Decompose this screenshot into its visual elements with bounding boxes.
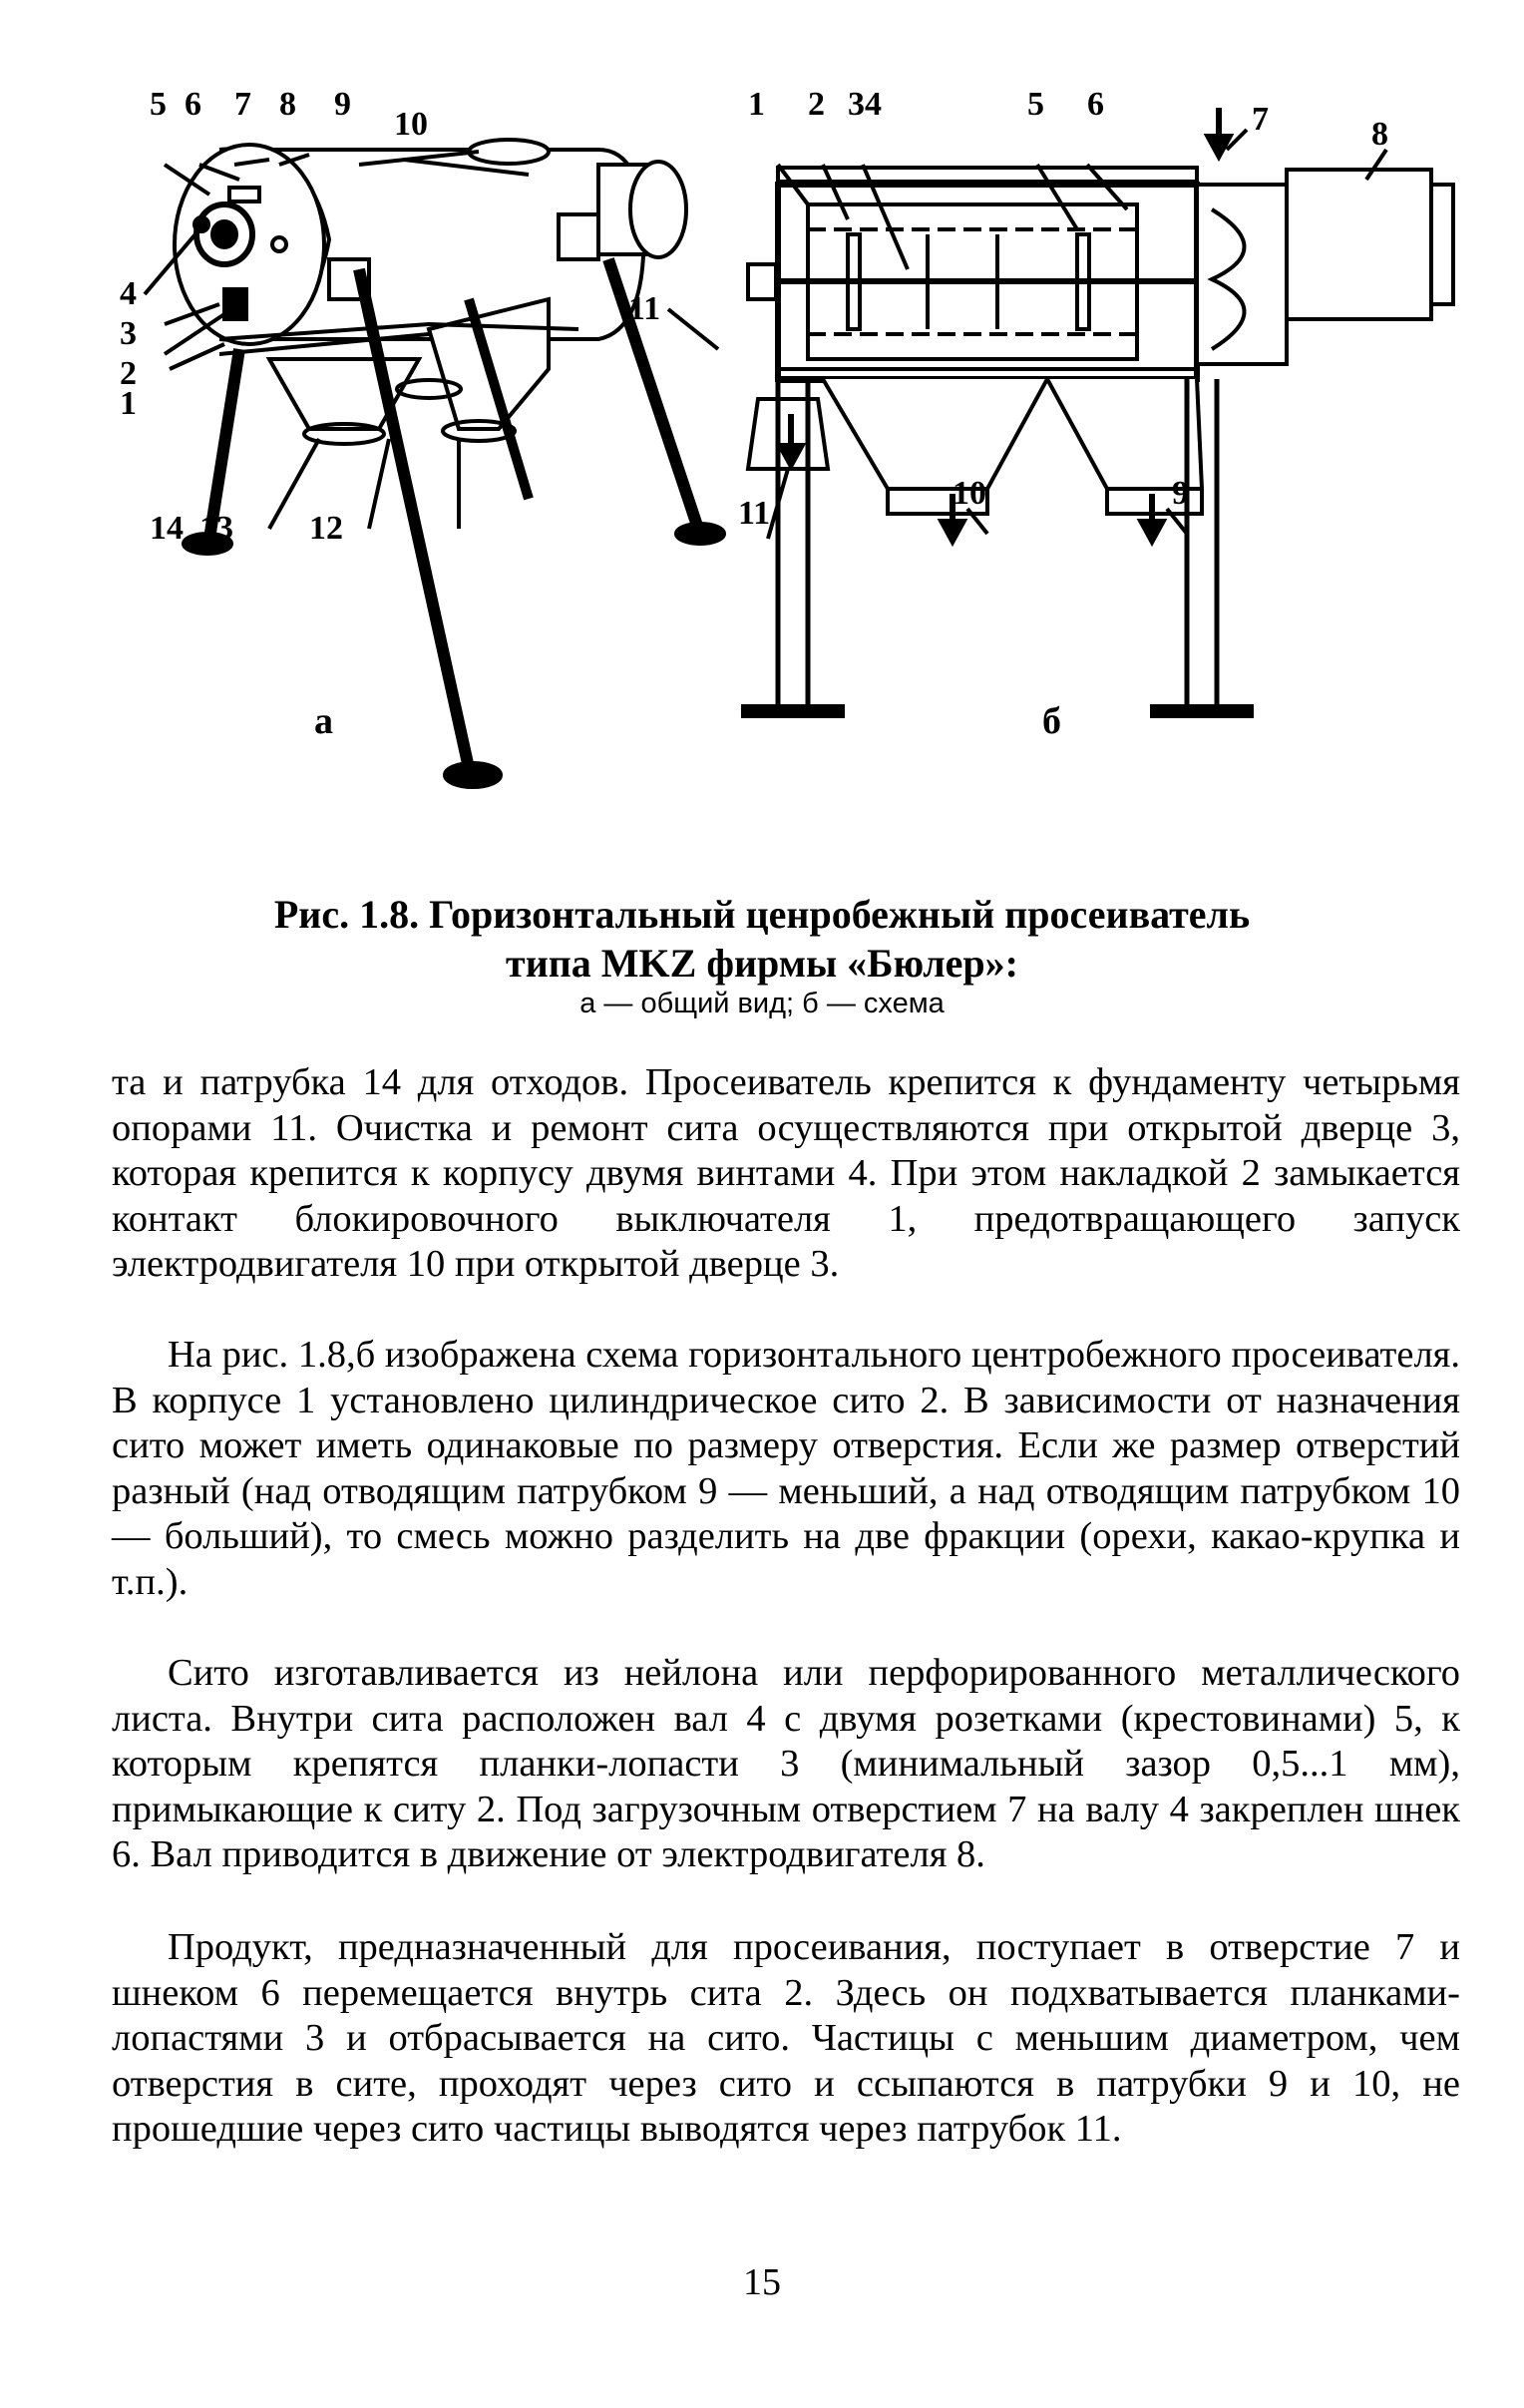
label-a-5: 5 (150, 86, 167, 123)
paragraph-1: та и патрубка 14 для отходов. Просеиватель крепится к фундаменту четырьмя опорами 11. Очистка и ремонт сита осуществляются при открытой дверце 3, которая крепится к корпусу двумя винтами 4. При этом накладкой 2 замыкается контакт блокировочного выключателя 1, предотвращающего запуск электродвигателя 10 при открытой дверце 3. (112, 1061, 1460, 1285)
figure-caption-subtitle: типа MKZ фирмы «Бюлер»: (506, 941, 1018, 986)
paragraph-3: Сито изготавливается из нейлона или перфорированного металлического листа. Внутри сита расположен вал 4 с двумя розетками (крестовинами) 5, к которым крепятся планки-лопасти 3 (минимальный зазор 0,5...1 мм), примыкающие к ситу 2. Под загрузочным отверстием 7 на валу 4 закреплен шнек 6. Вал приводится в движение от электродвигателя 8. (112, 1652, 1460, 1875)
label-a-10: 10 (394, 106, 428, 143)
label-b-10: 10 (952, 475, 986, 512)
paragraph-2: На рис. 1.8,б изображена схема горизонтального центробежного просеивателя. В корпусе 1 установлено цилиндрическое сито 2. В зависимости от назначения сито может иметь одинаковые по размеру отверстия. Если же размер отверстий разный (над отводящим патрубком 9 — меньший, а над отводящим патрубком 10 — больший), то смесь можно разделить на две фракции (орехи, какао-крупка и т.п.). (112, 1334, 1460, 1603)
figure-caption-legend: а — общий вид; б — схема (579, 988, 945, 1019)
label-a-4: 4 (120, 275, 137, 312)
view-a-caption: а (314, 700, 333, 742)
figure-caption-title: Рис. 1.8. Горизонтальный ценробежный просеиватель (273, 892, 1251, 937)
label-b-9: 9 (1172, 475, 1189, 512)
page-number: 15 (743, 2261, 781, 2303)
label-b-7: 7 (1252, 101, 1269, 138)
label-b-2: 2 (808, 86, 825, 123)
label-a-7: 7 (234, 86, 251, 123)
label-b-34: 34 (848, 86, 882, 123)
general-view-drawing (145, 140, 724, 787)
schematic-view-drawing (743, 108, 1453, 716)
label-b-5: 5 (1027, 86, 1044, 123)
label-a-12: 12 (309, 510, 343, 547)
label-b-8: 8 (1371, 116, 1388, 153)
label-a-1: 1 (120, 385, 137, 422)
label-a-14: 14 (150, 510, 184, 547)
label-a-3: 3 (120, 315, 137, 352)
label-b-11: 11 (738, 495, 771, 532)
sifter-figure (120, 70, 1456, 828)
view-b-caption: б (1042, 700, 1061, 742)
label-a-11: 11 (628, 290, 661, 327)
label-a-2: 2 (120, 355, 137, 392)
label-a-9: 9 (334, 86, 351, 123)
label-b-6: 6 (1087, 86, 1104, 123)
label-b-1: 1 (748, 86, 765, 123)
paragraph-4: Продукт, предназначенный для просеивания, поступает в отверстие 7 и шнеком 6 перемещается внутрь сита 2. Здесь он подхватывается планками-лопастями 3 и отбрасывается на сито. Частицы с меньшим диаметром, чем отверстия в сите, проходят через сито и ссыпаются в патрубки 9 и 10, не прошедшие через сито частицы выводятся через патрубок 11. (112, 1926, 1460, 2150)
label-a-8: 8 (279, 86, 296, 123)
label-a-13: 13 (199, 510, 233, 547)
label-a-6: 6 (185, 86, 201, 123)
